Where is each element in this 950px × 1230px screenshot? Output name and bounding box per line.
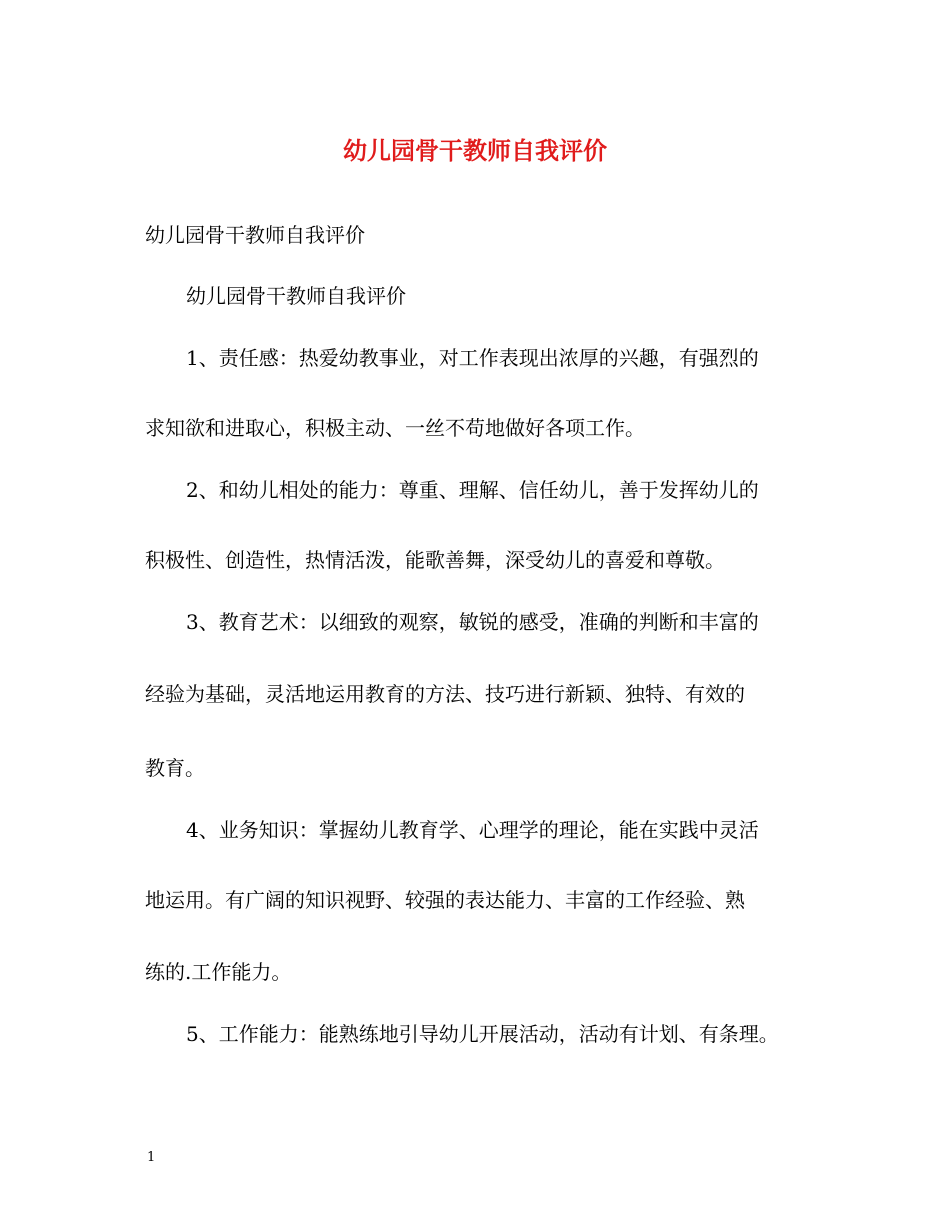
paragraph-line: 地运用。有广阔的知识视野、较强的表达能力、丰富的工作经验、熟 bbox=[145, 888, 745, 912]
document-title: 幼儿园骨干教师自我评价 bbox=[343, 136, 607, 165]
heading-line: 幼儿园骨干教师自我评价 bbox=[186, 284, 406, 308]
paragraph-line: 5、工作能力：能熟练地引导幼儿开展活动，活动有计划、有条理。 bbox=[186, 1022, 779, 1046]
paragraph-line: 4、业务知识：掌握幼儿教育学、心理学的理论，能在实践中灵活 bbox=[186, 818, 759, 842]
paragraph-line: 练的.工作能力。 bbox=[145, 960, 292, 984]
subtitle-line: 幼儿园骨干教师自我评价 bbox=[145, 223, 365, 247]
paragraph-line: 1、责任感：热爱幼教事业，对工作表现出浓厚的兴趣，有强烈的 bbox=[186, 346, 759, 370]
paragraph-line: 2、和幼儿相处的能力：尊重、理解、信任幼儿，善于发挥幼儿的 bbox=[186, 478, 759, 502]
paragraph-line: 教育。 bbox=[145, 756, 205, 780]
paragraph-line: 求知欲和进取心，积极主动、一丝不苟地做好各项工作。 bbox=[145, 416, 645, 440]
paragraph-line: 经验为基础，灵活地运用教育的方法、技巧进行新颖、独特、有效的 bbox=[145, 682, 745, 706]
paragraph-line: 3、教育艺术：以细致的观察，敏锐的感受，准确的判断和丰富的 bbox=[186, 610, 759, 634]
page-number: 1 bbox=[147, 1150, 156, 1165]
paragraph-line: 积极性、创造性，热情活泼，能歌善舞，深受幼儿的喜爱和尊敬。 bbox=[145, 548, 725, 572]
